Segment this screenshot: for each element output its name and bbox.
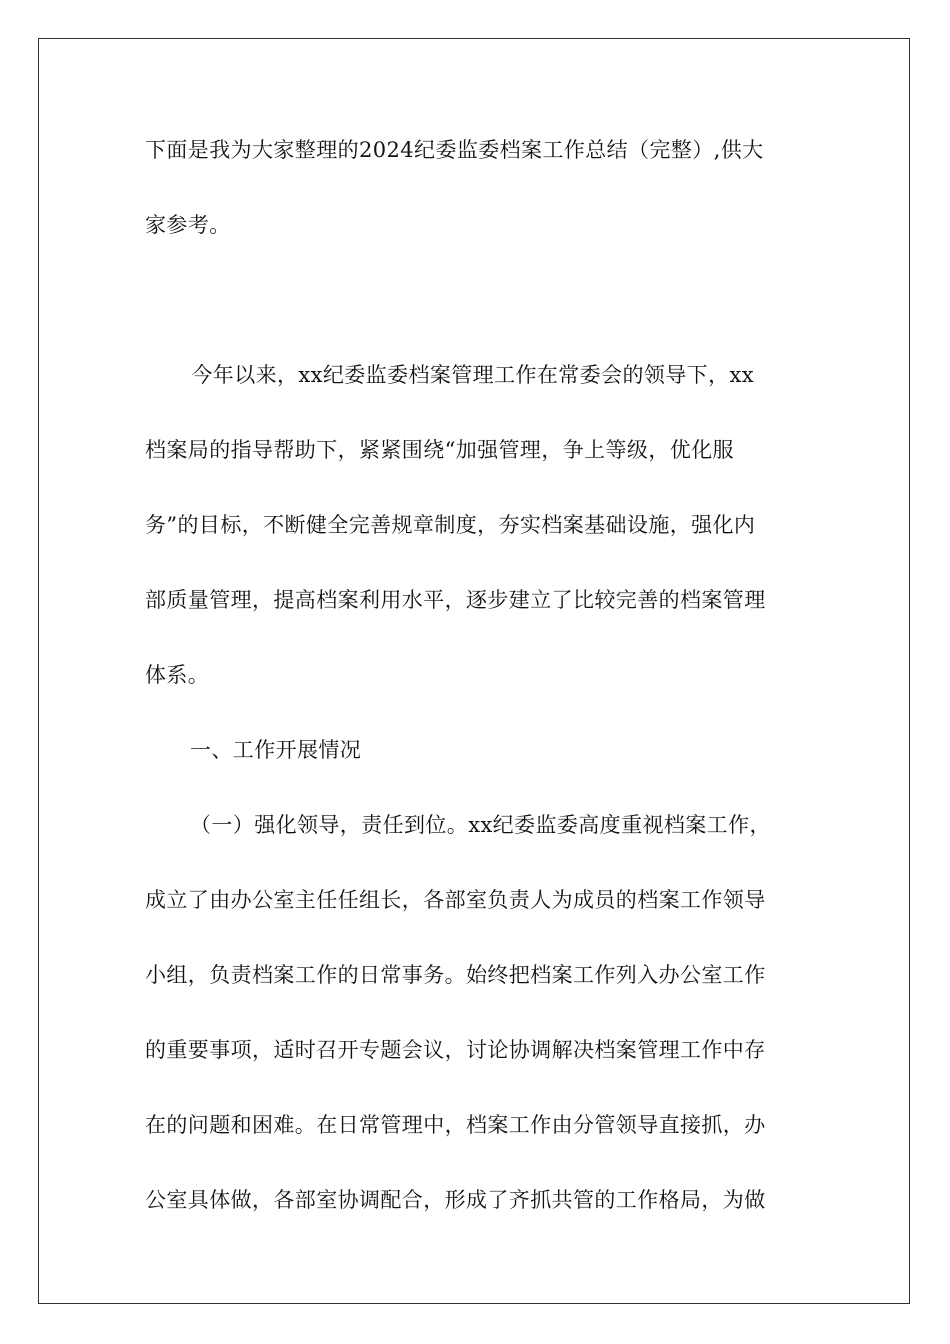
paragraph-2-line-5: 在的问题和困难。在日常管理中，档案工作由分管领导直接抓，办 — [145, 1113, 766, 1137]
paragraph-2-line-2: 成立了由办公室主任任组长，各部室负责人为成员的档案工作领导 — [145, 888, 766, 912]
paragraph-2-line-6: 公室具体做，各部室协调配合，形成了齐抓共管的工作格局，为做 — [145, 1188, 766, 1212]
intro-line-2: 家参考。 — [145, 213, 231, 237]
paragraph-1-line-2: 档案局的指导帮助下，紧紧围绕“加强管理，争上等级，优化服 — [145, 438, 734, 462]
paragraph-2-line-4: 的重要事项，适时召开专题会议，讨论协调解决档案管理工作中存 — [145, 1038, 766, 1062]
paragraph-2-line-3: 小组，负责档案工作的日常事务。始终把档案工作列入办公室工作 — [145, 963, 766, 987]
intro-line-1: 下面是我为大家整理的2024纪委监委档案工作总结（完整）,供大 — [145, 138, 764, 162]
paragraph-1-line-4: 部质量管理，提高档案利用水平，逐步建立了比较完善的档案管理 — [145, 588, 766, 612]
paragraph-1-line-1: 今年以来，xx纪委监委档案管理工作在常委会的领导下，xx — [170, 363, 754, 387]
paragraph-1-line-5: 体系。 — [145, 663, 210, 687]
paragraph-2-line-1: （一）强化领导，责任到位。xx纪委监委高度重视档案工作， — [190, 813, 771, 837]
section-heading: 一、工作开展情况 — [190, 738, 362, 762]
paragraph-1-line-3: 务”的目标，不断健全完善规章制度，夯实档案基础设施，强化内 — [145, 513, 756, 537]
